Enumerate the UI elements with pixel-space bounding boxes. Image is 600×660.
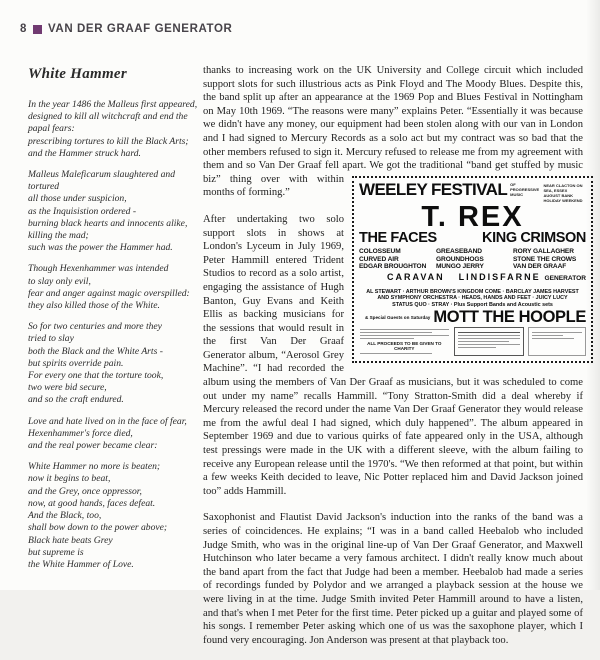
text-line: For every one that the torture took, (28, 370, 164, 382)
poster-special-guests-label: & Special Guests on Saturday (365, 314, 431, 320)
text-line: So for two centuries and more they (28, 321, 162, 333)
poem-stanza (28, 416, 193, 453)
weeley-festival-poster (352, 176, 593, 363)
text-line: and the Grey, once oppressor, (28, 485, 142, 497)
text-line: to slay only evil, (28, 275, 91, 287)
text-line: CURVED AIR (359, 255, 399, 263)
poster-location-line1: NEAR CLACTON ON SEA, ESSEX (543, 182, 583, 193)
poster-ticket-price-box (454, 327, 525, 356)
poster-location (543, 182, 586, 203)
poster-subtitle: OF PROGRESSIVE MUSIC (510, 181, 540, 197)
text-line: Hexenhammer's force died, (28, 427, 133, 439)
text-line: COLOSSEUM (359, 247, 401, 255)
text-line: EDGAR BROUGHTON (359, 263, 427, 271)
text-line: but supreme is (28, 546, 84, 558)
text-line: the White Hammer of Love. (28, 558, 134, 570)
poster-band-columns (359, 248, 586, 271)
text-line: Black hate beats Grey (28, 534, 113, 546)
text-line: Malleus Maleficarum slaughtered and (28, 169, 175, 181)
poster-band-caravan: CARAVAN (387, 272, 445, 283)
text-line: VAN DER GRAAF (513, 263, 567, 271)
text-line: shall bow down to the power above; (28, 522, 168, 534)
poster-caravan-row (359, 271, 586, 286)
text-line: and so the craft endured. (28, 394, 124, 406)
text-line: papal fears: (28, 123, 75, 135)
paragraph-1-text-b: stuffed by music biz” thing over with within months of forming.” (203, 160, 584, 199)
poster-band-generator: GENERATOR (544, 275, 586, 283)
text-line: Love and hate lived on in the face of fear, (28, 415, 187, 427)
page-header (20, 23, 232, 35)
text-line: Though Hexenhammer was intended (28, 263, 169, 275)
text-line: prescribing tortures to kill the Black Arts; (28, 135, 189, 147)
text-line: MUNGO JERRY (436, 263, 484, 271)
text-line: and the real power became clear: (28, 440, 158, 452)
poster-fine-print (359, 327, 586, 356)
poster-header (359, 179, 586, 203)
text-line: both the Black and the White Arts - (28, 345, 163, 357)
poster-band-lindisfarne: LINDISFARNE (458, 272, 541, 283)
poem-stanza (28, 461, 193, 571)
text-line: tried to slay (28, 333, 74, 345)
paragraph-2: After undertaking two solo support slots in shows at London's Lyceum in July 1969, Peter Hammill entered Trident Studios to record as a solo artist, engaging the assistance of Hugh Banton, Guy Evans and Keith Ellis as backing musicians for the sessions that would result in the first Van Der Graaf Generator album, “Aerosol Grey Machine”. “I had recorded the album using the members of Van Der Graaf as musicians, but it was scheduled to come out under my name” recalls Hammill. “Tony Stratton-Smith did a deal whereby if Mercury released the record under the name Van Der Graaf Generator they would release me from the awful deal I had signed, which duly happened”. The album appeared in September 1969 and due to various quirks of fate appeared only in the USA, although test pressings were made in the UK with a different sleeve, with the album failing to receive any European release until the 1970's. “We then reformed at that point, but within a few weeks Keith decided to leave, Nic Potter replaced him and David Jackson joined too” adds Hammill. (203, 213, 583, 497)
text-line: AL STEWART · ARTHUR BROWN'S KINGDOM COME · BARCLAY JAMES HARVEST (366, 288, 579, 295)
poem-column (28, 66, 198, 580)
text-line: GREASEBAND (436, 247, 482, 255)
text-line: fear and anger against magic overspilled: (28, 287, 190, 299)
page-title: VAN DER GRAAF GENERATOR (48, 23, 233, 35)
text-line: they also killed those of the White. (28, 300, 160, 312)
poem-stanza (28, 321, 193, 406)
text-line: RORY GALLAGHER (513, 247, 574, 255)
poster-info-box (528, 327, 586, 356)
poster-support-acts (359, 289, 586, 309)
poster-band-mott-the-hoople: MOTT THE HOOPLE (433, 307, 586, 326)
text-line: such was the power the Hammer had. (28, 242, 173, 254)
poem-title: White Hammer (28, 66, 128, 82)
paragraph-1 (203, 64, 586, 352)
poster-band-the-faces: THE FACES (359, 229, 437, 246)
poster-band-column-2 (436, 248, 509, 271)
poster-headliner: T. REX (421, 200, 524, 233)
paragraph-3: Saxophonist and Flautist David Jackson's induction into the ranks of the band was a series of coincidences. He explains; “I was in a band called Heebalob who included Judge Smith, who was in the original line-up of Van Der Graaf Generator, and Maxwell Hutchinson who later became a very famous architect. I didn't really know much about the band apart from the fact that Judge had been a member. Heebalob had made a series of recordings funded by Polydor and we arranged a playback session at the house we were living in at the time. Judge Smith invited Peter Hammill around to have a listen, and that's when I met Peter for the first time. Peter picked up a guitar and played some of his songs. I remember Peter asking which one of us was the saxophone player, which I found very encouraging. Jon Anderson was present at that playback too. (203, 512, 583, 646)
poem-stanza (28, 263, 193, 312)
main-text-column (203, 64, 586, 660)
text-line: now it begins to beat, (28, 473, 111, 485)
text-line: GROUNDHOGS (436, 255, 484, 263)
text-line: White Hammer no more is beaten; (28, 461, 161, 473)
poster-band-king-crimson: KING CRIMSON (482, 229, 586, 246)
poster-title: WEELEY FESTIVAL (359, 179, 508, 199)
text-line: two were bid secure, (28, 382, 107, 394)
text-line: burning black hearts and innocents alike, (28, 217, 188, 229)
text-line: tortured (28, 181, 60, 193)
text-line: AND SYMPHONY ORCHESTRA · HEADS, HANDS AND FEET · JUICY LUCY (377, 295, 568, 302)
text-line: all those under suspicion, (28, 193, 127, 205)
text-line: now, at good hands, faces defeat. (28, 497, 156, 509)
poster-location-line2: AUGUST BANK HOLIDAY WEEKEND (543, 192, 583, 203)
poster-second-bill (359, 231, 586, 246)
text-line: as the Inquisistion ordered - (28, 205, 137, 217)
poem-stanza (28, 169, 193, 254)
poster-charity-line: ALL PROCEEDS TO BE GIVEN TO CHARITY (367, 341, 442, 352)
text-line: In the year 1486 the Malleus first appeared, (28, 99, 198, 110)
text-line: but spirits override pain. (28, 357, 124, 369)
text-line: STATUS QUO · STRAY · Plus Support Bands and Acoustic sets (392, 301, 553, 308)
purple-square-icon (33, 25, 42, 34)
poster-band-column-1 (359, 248, 432, 271)
poem-stanza (28, 99, 198, 160)
text-line: and the Hammer struck hard. (28, 147, 141, 159)
text-line: killing the mad; (28, 230, 89, 242)
text-line: STONE THE CROWS (513, 255, 577, 263)
poster-special-guest-row (359, 307, 586, 326)
text-line: And the Black, too, (28, 510, 102, 522)
text-line: designed to kill all witchcraft and end the (28, 111, 188, 123)
paragraph-1-text-a: thanks to increasing work on the UK University and College circuit which included support slots for such illustrious acts as Pink Floyd and The Moody Blues. Despite this, the band split up after an appearance at the 1969 Pop and Blues Festival in Nottingham on May 10th 1969. “The reasons were many” explains Peter. “Essentially it was because we didn't have any money, our equipment had been stolen along with our van in London and I had signed to Mercury Records as a solo act but my contract was so bad that the other members refused to sign it. Mercury refused to release me from my agreement with them and so Van Der Graaf fell apart. We got the traditional “band get (203, 65, 583, 172)
page-number: 8 (20, 23, 27, 35)
poster-band-column-3 (513, 248, 586, 271)
poster-fine-print-left (359, 327, 450, 356)
